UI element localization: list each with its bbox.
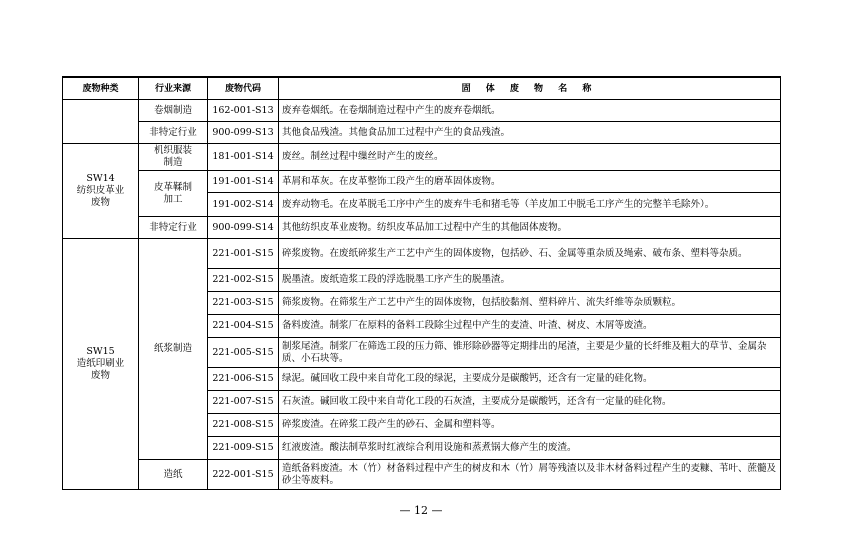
source-cell: 非特定行业: [139, 217, 208, 239]
desc-cell: 废弃卷烟纸。在卷烟制造过程中产生的废弃卷烟纸。: [279, 100, 781, 122]
table-row: [63, 239, 781, 269]
desc-cell: 脱墨渣。废纸造浆工段的浮选脱墨工序产生的脱墨渣。: [279, 269, 781, 292]
desc-cell: 造纸备料废渣。木（竹）材备料过程中产生的树皮和木（竹）屑等残渣以及非木材备料过程产生的麦糠、苇叶、蔗髓及砂尘等废料。: [279, 460, 781, 490]
header-name: 固 体 废 物 名 称: [279, 77, 781, 100]
table-header-row: [63, 77, 781, 100]
table-row: [63, 217, 781, 239]
code-cell: 221-004-S15: [208, 315, 279, 338]
code-cell: 221-005-S15: [208, 338, 279, 368]
code-cell: 221-006-S15: [208, 368, 279, 391]
desc-cell: 红液废渣。酸法制草浆时红液综合利用设施和蒸煮锅大修产生的废渣。: [279, 437, 781, 460]
desc-cell: 石灰渣。碱回收工段中来自苛化工段的石灰渣，主要成分是碳酸钙，还含有一定量的硅化物。: [279, 391, 781, 414]
header-category: 废物种类: [63, 77, 139, 100]
desc-cell: 废弃动物毛。在皮革脱毛工序中产生的废弃牛毛和猪毛等（羊皮加工中脱毛工序产生的完整羊毛除外）。: [279, 193, 781, 217]
code-cell: 162-001-S13: [208, 100, 279, 122]
code-cell: 191-001-S14: [208, 171, 279, 193]
source-cell: 皮革鞣制 加工: [139, 171, 208, 217]
desc-cell: 其他纺织皮革业废物。纺织皮革品加工过程中产生的其他固体废物。: [279, 217, 781, 239]
code-cell: 221-003-S15: [208, 292, 279, 315]
table-row: [63, 171, 781, 193]
source-cell: 纸浆制造: [139, 239, 208, 460]
header-source: 行业来源: [139, 77, 208, 100]
source-cell: 非特定行业: [139, 122, 208, 144]
header-code: 废物代码: [208, 77, 279, 100]
table-row: [63, 144, 781, 171]
code-cell: 221-007-S15: [208, 391, 279, 414]
desc-cell: 碎浆废物。在废纸碎浆生产工艺中产生的固体废物，包括砂、石、金属等重杂质及绳索、破布条、塑料等杂质。: [279, 239, 781, 269]
code-cell: 900-099-S13: [208, 122, 279, 144]
table-row: [63, 122, 781, 144]
table-row: [63, 100, 781, 122]
category-cell: SW15 造纸印刷业 废物: [63, 239, 139, 490]
code-cell: 221-009-S15: [208, 437, 279, 460]
source-cell: 机织服装 制造: [139, 144, 208, 171]
code-cell: 181-001-S14: [208, 144, 279, 171]
code-cell: 900-099-S14: [208, 217, 279, 239]
category-cell: SW14 纺织皮革业 废物: [63, 144, 139, 239]
code-cell: 221-002-S15: [208, 269, 279, 292]
source-cell: 造纸: [139, 460, 208, 490]
desc-cell: 其他食品残渣。其他食品加工过程中产生的食品残渣。: [279, 122, 781, 144]
code-cell: 221-001-S15: [208, 239, 279, 269]
desc-cell: 备料废渣。制浆厂在原料的备料工段除尘过程中产生的麦渣、叶渣、树皮、木屑等废渣。: [279, 315, 781, 338]
code-cell: 191-002-S14: [208, 193, 279, 217]
desc-cell: 革屑和革灰。在皮革整饰工段产生的磨革固体废物。: [279, 171, 781, 193]
desc-cell: 筛浆废物。在筛浆生产工艺中产生的固体废物，包括胶黏剂、塑料碎片、流失纤维等杂质颗粒。: [279, 292, 781, 315]
table-row: [63, 460, 781, 490]
desc-cell: 碎浆废渣。在碎浆工段产生的砂石、金属和塑料等。: [279, 414, 781, 437]
category-cell-empty: [63, 100, 139, 144]
desc-cell: 绿泥。碱回收工段中来自苛化工段的绿泥，主要成分是碳酸钙，还含有一定量的硅化物。: [279, 368, 781, 391]
code-cell: 221-008-S15: [208, 414, 279, 437]
waste-table: [62, 76, 781, 490]
code-cell: 222-001-S15: [208, 460, 279, 490]
source-cell: 卷烟制造: [139, 100, 208, 122]
desc-cell: 制浆尾渣。制浆厂在筛选工段的压力筛、锥形除砂器等定期排出的尾渣，主要是少量的长纤维及粗大的草节、金属杂质、小石块等。: [279, 338, 781, 368]
desc-cell: 废丝。制丝过程中缫丝时产生的废丝。: [279, 144, 781, 171]
page-number: — 12 —: [399, 504, 443, 517]
